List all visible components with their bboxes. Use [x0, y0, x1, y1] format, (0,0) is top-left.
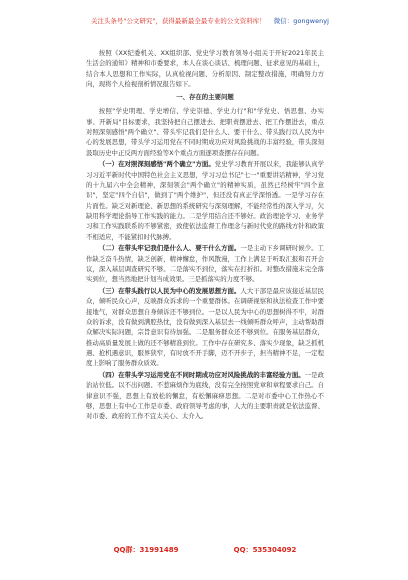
section-heading: 一、存在的主要问题 [176, 93, 234, 102]
subsection-2 [86, 243, 324, 284]
intro-paragraph: 按照《XX纪委机关、XX组织部、党史学习教育领导小组关于开好2021年民主生活会的通知》精神和市委要求，本人在谈心谈话、梳理问题、征求意见的基础上，结合本人思想和工作实际，认真检视问题、分析原因、制定整改措施，明确努力方向，现将个人检视剖析情况报告如下。 [86, 49, 324, 88]
subsection-4-text: 一是政治站位低。以不出问题、不惹麻烦作为底线，没有完全按照党章和章程要求自己。自律意识不强，思想上有放松的懈怠，有松懈麻痹思想。二是对市委中心工作热心不够，思想上有中心工作是市委、政府领导考虑的事，人大的主要职责就是依法监督、对市委、政府的工作不宜太关心、太介入。 [86, 370, 325, 421]
subsection-2-title: （二）在带头牢记我们是什么人、要干什么方面。 [98, 244, 241, 253]
wechat-id: gongwenyj [293, 17, 330, 25]
subsection-3 [86, 286, 324, 368]
qq-contact [234, 545, 297, 555]
qq-label: QQ： [233, 546, 253, 554]
subsection-4-title: （四）在带头学习运用党在不同时期成功应对风险挑战的丰富经验方面。 [98, 370, 305, 379]
subsection-1-title: （一）在对照深刻感悟"两个确立"方面。 [98, 160, 215, 169]
section-lead-paragraph: 按照"学史明理、学史增信、学史崇德、学史力行"和"学党史、悟思想、办实事、开新局"目标要求，我坚持把自己摆进去、把职责摆进去、把工作摆进去，重点对照深刻感悟"两个确立"、带头牢记我们是什么人、要干什么、带头践行以人民为中心的发展思想，带头学习运用党在不同时期成功应对风险挑战的丰富经验，带头深刻汲取历史中正反两方面经验等X个重点方面逐项查摆存在问题。 [86, 107, 324, 157]
wechat-contact [274, 17, 329, 25]
qq-group-number: 31991489 [139, 546, 179, 554]
subsection-3-text: 人大干部是最应该接近基层民众，倾听民众心声，反映群众诉求的一个重要群体。在调研视察和执法检查工作中要接地气，对群众思想自身倾诉还不够到位。一是以人民为中心的思想树得不牢，对群众的诉求，没有做到满腔热忱，没有做到深入基层去一线倾听群众呼声，主动帮助群众解决实际问题，宗旨意识有待加强。二是服务群众还不够到位。在服务基层群众，推动高质量发展上做的还不够精准到位。工作中存在研究多、落实少现象，缺乏抓机遇、抢机遇意识，服界狭窄，有时放不开手脚，迈不开步子，担当精神不足，一定程度上影响了服务群众质效。 [86, 287, 325, 368]
document-body [86, 48, 324, 423]
contact-footer [86, 545, 324, 555]
subsection-4 [86, 370, 324, 421]
wechat-label: 微信： [273, 17, 294, 25]
qq-group-label: QQ群： [113, 546, 140, 554]
promo-banner [90, 9, 330, 33]
qq-group-contact [114, 545, 179, 555]
subsection-1 [86, 159, 324, 241]
subsection-3-title: （三）在带头践行以人民为中心的发展思想方面。 [98, 287, 241, 296]
promo-banner-text: 关注头条号"公文研究"，获得最新最全最专业的公文资料库！ [90, 17, 266, 25]
qq-number: 535304092 [252, 546, 297, 554]
subsection-1-text: 党史学习教育开展以来，我能够认真学习习近平新时代中国特色社会主义思想，学习习总书记"七一"重要讲话精神，学习党的十九届六中全会精神，深刻领会"两个确立"的精神实质，虽然已经树牢"四个意识"，坚定"四个自信"，做到了"两个维护"，但还没有真正学深悟透。一是学习存在片面性。缺乏对新理论、新思想的系统研究与深刻理解，不能经常性的深入学习，欠缺用科学理论指导工作实践的能力。二是学用结合还不够好。政治理论学习、业务学习和工作实践联系的不够紧密，致使依法监督工作理念与新时代党的路线方针和政策不相适应，不能紧扣时代脉搏。 [86, 160, 324, 241]
subsection-2-text: 一是主动下乡调研时候少。工作缺乏奋斗热情，缺乏创新，精神懈怠，作风散漫，工作上满足于听取汇报和召开会议，深入基层调查研究不够。二是落实不到位，落实在打折扣。对整改措施未完全落实到位，想当然地把计划当成效果。三是抓落实的力度不够。 [86, 244, 325, 284]
